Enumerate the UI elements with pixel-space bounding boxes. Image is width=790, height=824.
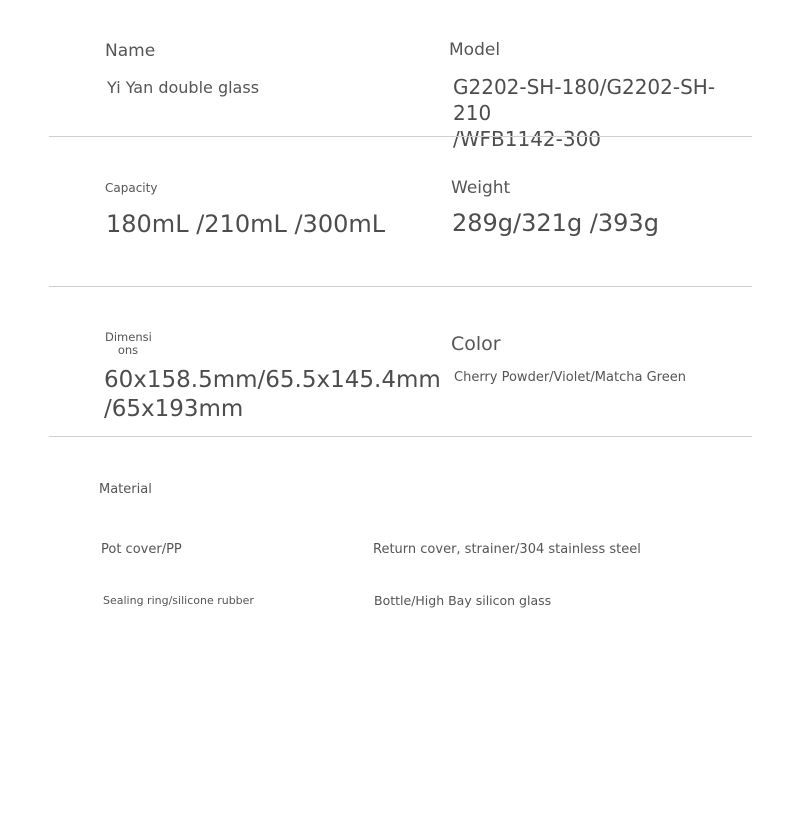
weight-label: Weight: [451, 178, 511, 198]
divider-3: [49, 436, 752, 437]
divider-2: [49, 286, 752, 287]
material-label: Material: [99, 482, 152, 497]
model-value-line2: /WFB1142-300: [453, 127, 602, 151]
material-item-return-cover: Return cover, strainer/304 stainless steel: [373, 542, 641, 557]
divider-1: [49, 136, 752, 137]
material-item-pot-cover: Pot cover/PP: [101, 542, 182, 557]
model-value-line1: G2202-SH-180/G2202-SH-210: [453, 75, 716, 125]
color-value: Cherry Powder/Violet/Matcha Green: [454, 370, 686, 385]
dimensions-value-line1: 60x158.5mm/65.5x145.4mm: [104, 367, 441, 393]
model-label: Model: [449, 40, 501, 60]
dimensions-value-line2: /65x193mm: [104, 396, 244, 422]
dimensions-value: [104, 366, 441, 424]
material-item-bottle: Bottle/High Bay silicon glass: [374, 593, 552, 608]
weight-value: 289g/321g /393g: [452, 209, 659, 237]
dimensions-label: [105, 331, 151, 357]
model-value: [453, 74, 753, 152]
dimensions-label-line1: Dimensi: [105, 330, 152, 344]
dimensions-label-line2: ons: [117, 343, 139, 357]
capacity-label: Capacity: [105, 181, 158, 195]
name-value: Yi Yan double glass: [107, 78, 260, 97]
capacity-value: 180mL /210mL /300mL: [106, 210, 386, 238]
name-label: Name: [105, 41, 156, 61]
color-label: Color: [451, 333, 501, 355]
material-item-sealing-ring: Sealing ring/silicone rubber: [103, 594, 254, 607]
